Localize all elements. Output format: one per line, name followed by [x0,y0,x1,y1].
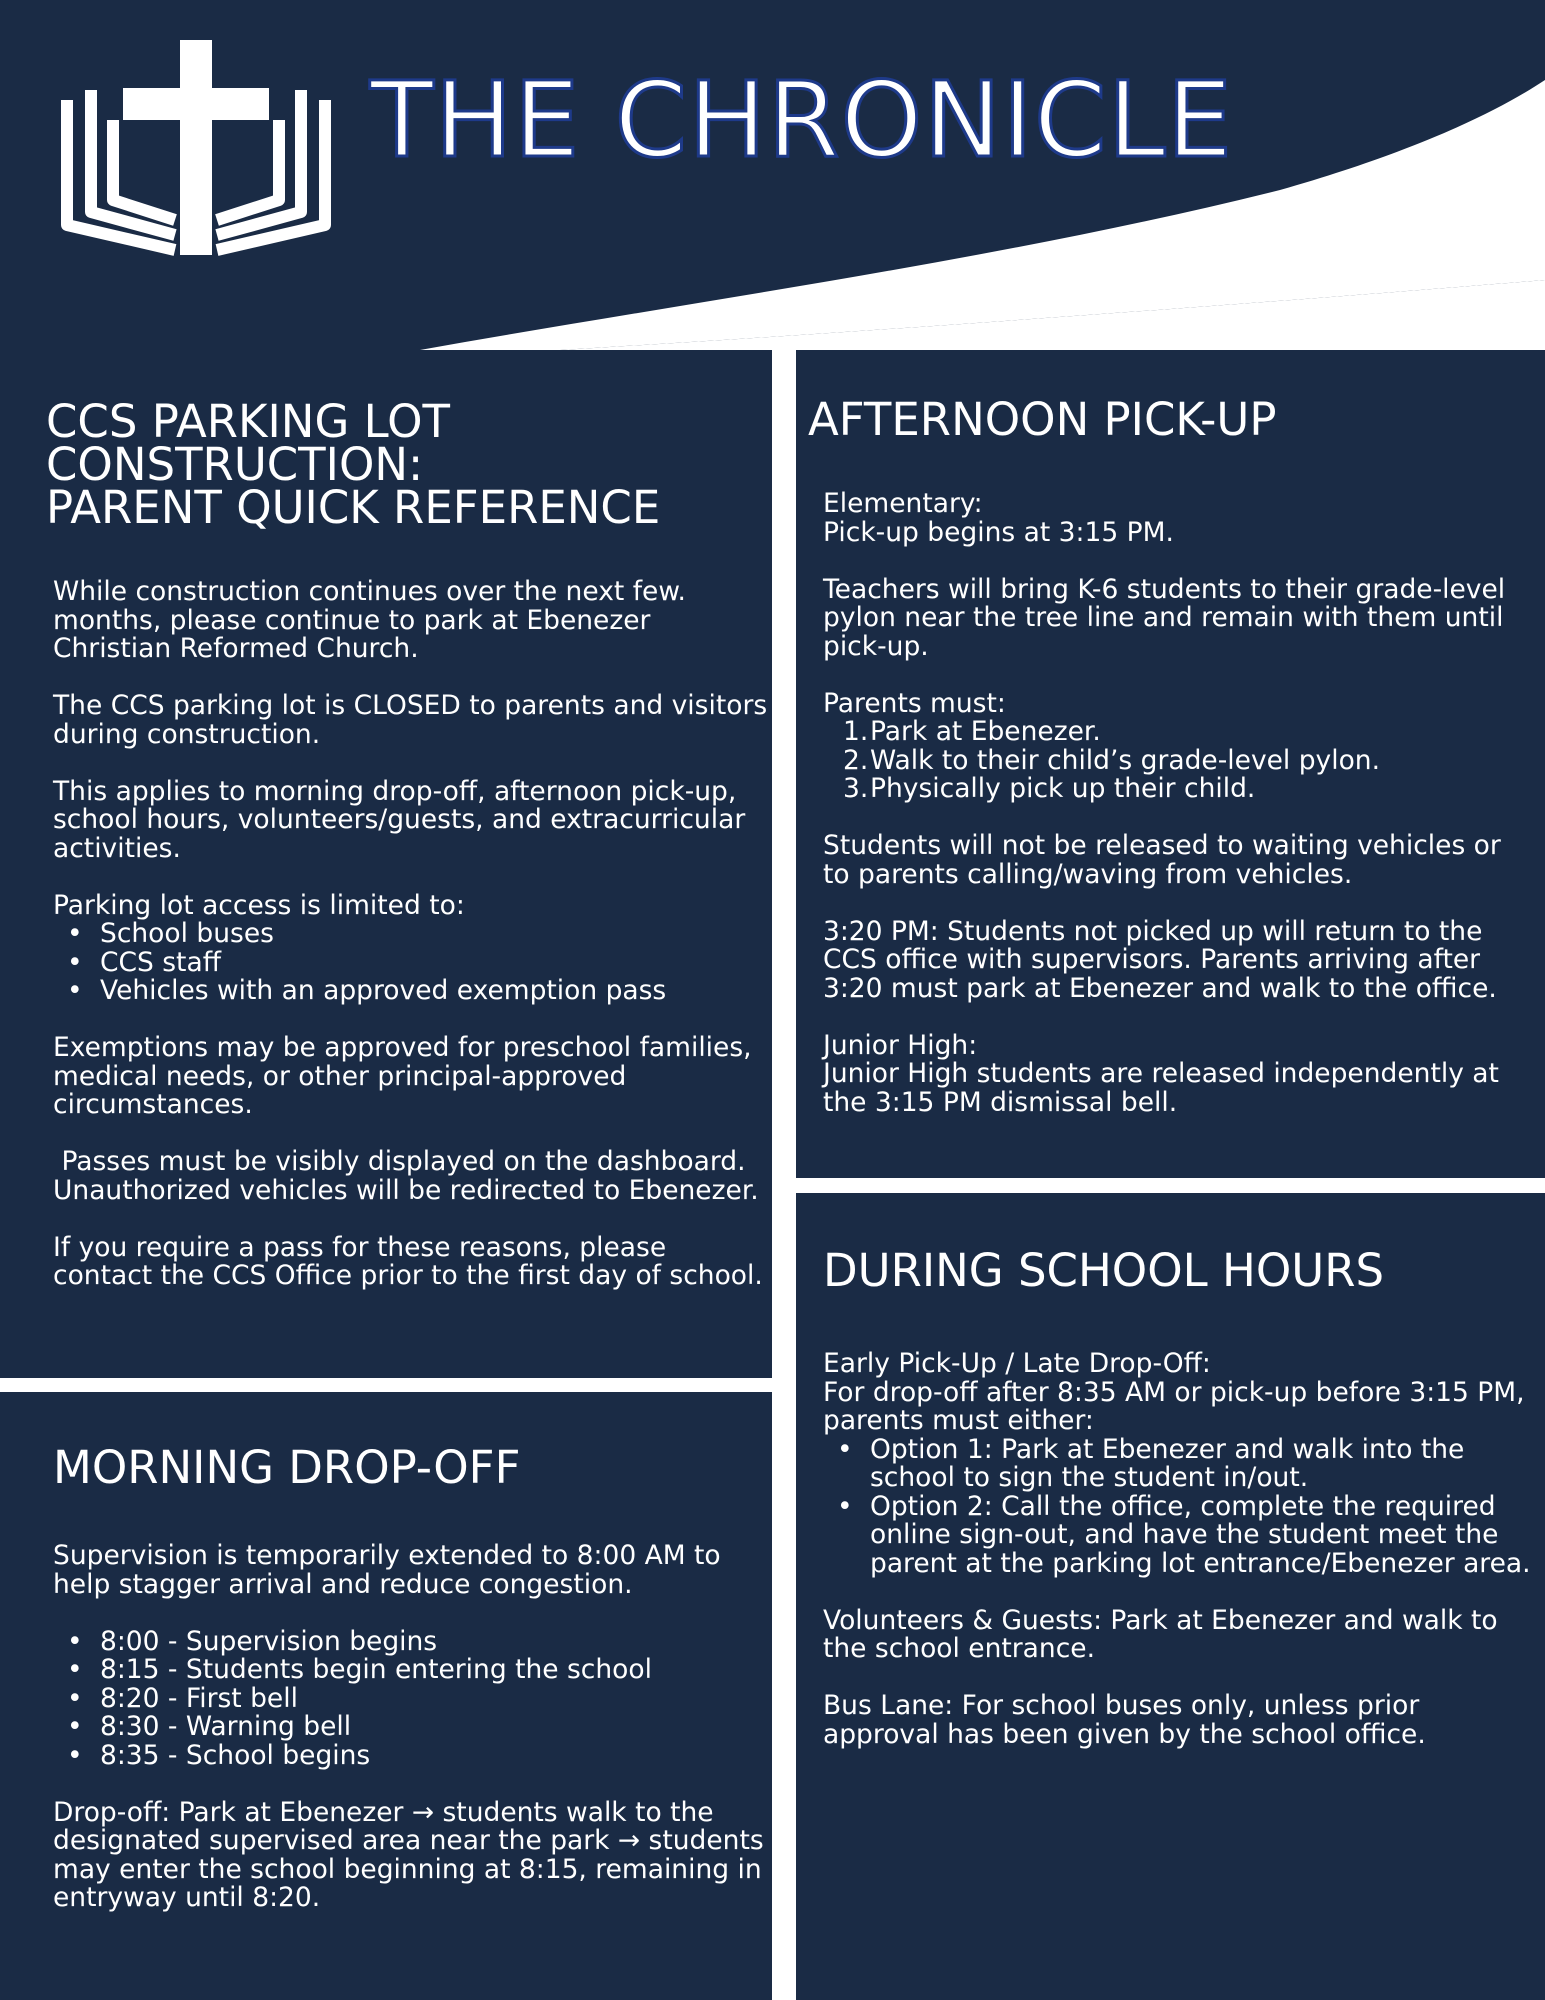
junior-high-label: Junior High: [823,1029,978,1061]
masthead-title: THE CHRONICLE [370,59,1234,181]
school-hours-panel [796,1193,1545,2000]
list-item: • 8:00 - Supervision begins [53,1628,768,1657]
list-item: 1. Park at Ebenezer. [843,716,1101,747]
list-item: • School buses [53,920,773,949]
school-hours-heading: DURING SCHOOL HOURS [823,1244,1385,1297]
volunteers-text: Volunteers & Guests: Park at Ebenezer and walk to the school entrance. [823,1604,1498,1664]
afternoon-body [823,490,1533,1117]
list-item: • Vehicles with an approved exemption pass [53,977,773,1006]
early-label: Early Pick-Up / Late Drop-Off: [823,1348,1211,1379]
access-intro: Parking lot access is limited to: [53,889,465,921]
schedule-list [53,1625,768,1771]
afternoon-heading: AFTERNOON PICK-UP [808,393,1277,446]
contact-text: If you require a pass for these reasons, please contact the CCS Office prior to the first day of school. [53,1231,763,1291]
list-item: • CCS staff [53,949,773,978]
list-item: • 8:30 - Warning bell [53,1713,768,1742]
release-text: Students will not be released to waiting vehicles or to parents calling/waving from vehicles. [823,830,1501,890]
junior-high-text: Junior High students are released independently at the 3:15 PM dismissal bell. [823,1058,1499,1118]
parking-heading: CCS PARKING LOT CONSTRUCTION: PARENT QUICK REFERENCE [46,395,661,534]
parking-intro: While construction continues over the next few. months, please continue to park at Ebenezer Christian Reformed Church. [53,576,686,664]
parents-intro: Parents must: [823,687,1006,719]
cross-book-icon [55,40,335,270]
list-item: • 8:15 - Students begin entering the school [53,1656,768,1685]
parents-steps [823,718,1533,804]
dropoff-text: Drop-off: Park at Ebenezer → students walk to the designated supervised area near the park → students may enter the school beginning at 8:15, remaining in entryway until 8:20. [53,1796,764,1913]
elementary-label: Elementary: [823,488,983,519]
passes-text: Passes must be visibly displayed on the dashboard. Unauthorized vehicles will be redirected to Ebenezer. [53,1146,759,1206]
list-item: 3. Physically pick up their child. [843,773,1256,804]
options-list [823,1433,1533,1579]
afternoon-panel [796,350,1545,1178]
supervision-text: Supervision is temporarily extended to 8:00 AM to help stagger arrival and reduce congestion. [53,1540,721,1600]
masthead [0,0,1545,350]
list-item: 2. Walk to their child’s grade-level pylon. [843,744,1381,776]
parking-body [53,578,773,1291]
late-pickup-text: 3:20 PM: Students not picked up will return to the CCS office with supervisors. Parents arriving after 3:20 must park at Ebenezer and walk to the office. [823,915,1497,1004]
morning-body [53,1542,768,1913]
bus-lane-text: Bus Lane: For school buses only, unless prior approval has been given by the school office. [823,1690,1426,1750]
list-item: • 8:20 - First bell [53,1685,768,1714]
school-hours-body [823,1350,1533,1749]
list-item: • 8:35 - School begins [53,1742,768,1771]
early-text: For drop-off after 8:35 AM or pick-up before 3:15 PM, parents must either: [823,1376,1525,1436]
access-list [53,920,773,1006]
exemptions-text: Exemptions may be approved for preschool families, medical needs, or other principal-approved circumstances. [53,1032,752,1120]
elementary-text: Pick-up begins at 3:15 PM. [823,516,1174,548]
morning-heading: MORNING DROP-OFF [53,1441,521,1494]
teachers-text: Teachers will bring K-6 students to their grade-level pylon near the tree line and remain with them until pick-up. [823,573,1506,662]
morning-panel [0,1392,772,2000]
list-item: • Option 2: Call the office, complete the required online sign-out, and have the student meet the parent at the parking lot entrance/Ebenezer area. [823,1493,1533,1579]
parking-panel [0,350,772,1378]
list-item: • Option 1: Park at Ebenezer and walk into the school to sign the student in/out. [823,1436,1533,1493]
parking-closed-notice: The CCS parking lot is CLOSED to parents and visitors during construction. [53,690,768,750]
parking-applies: This applies to morning drop-off, afternoon pick-up, school hours, volunteers/guests, and extracurricular activities. [53,775,746,864]
